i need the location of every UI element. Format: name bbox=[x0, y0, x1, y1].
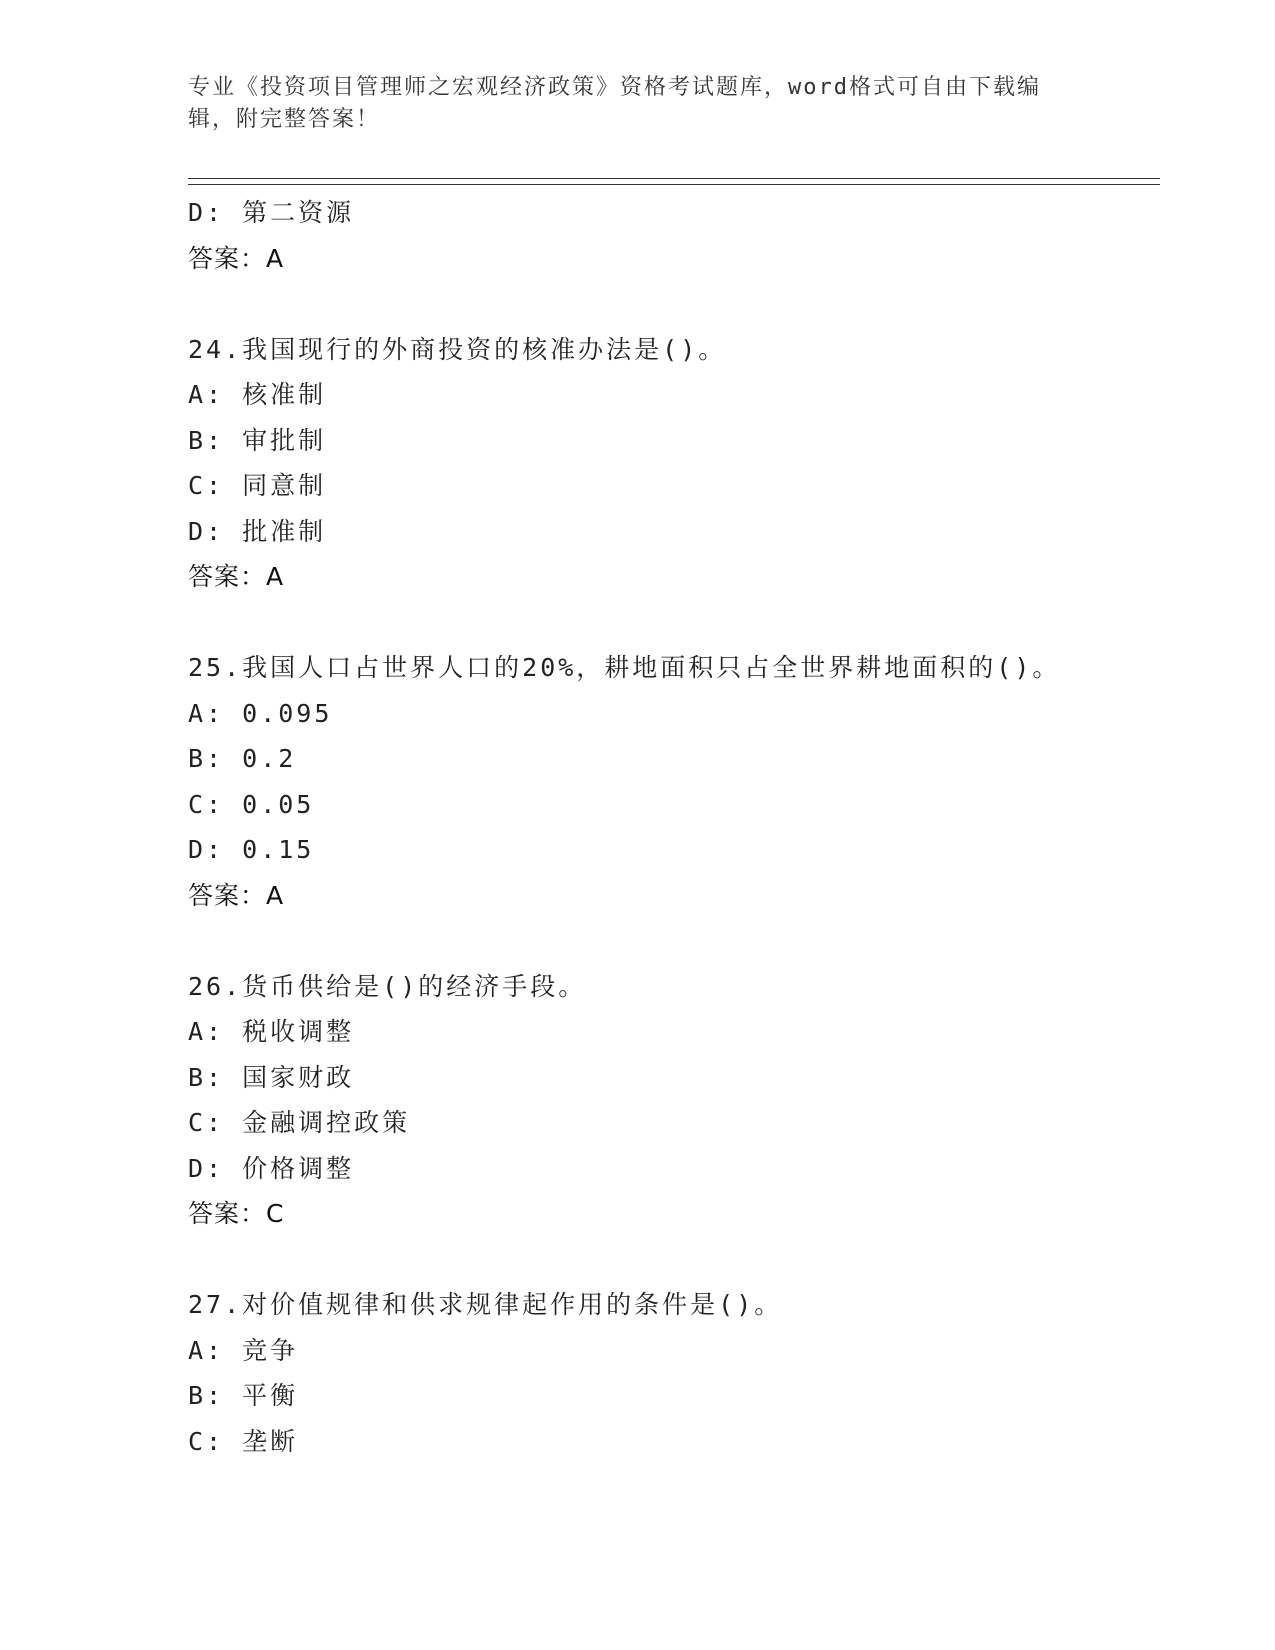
question-stem: 24.我国现行的外商投资的核准办法是()。 bbox=[188, 334, 727, 364]
option-a: A: 税收调整 bbox=[188, 1017, 355, 1046]
option-c: C: 金融调控政策 bbox=[188, 1108, 411, 1137]
option-d: D: 0.15 bbox=[188, 835, 315, 864]
answer: 答案：C bbox=[188, 1199, 285, 1228]
option-d: D: 批准制 bbox=[188, 516, 327, 546]
option-b: B: 国家财政 bbox=[188, 1062, 355, 1092]
page-header: 专业《投资项目管理师之宏观经济政策》资格考试题库，word格式可自由下载编辑，附完整答案！ bbox=[188, 75, 1041, 132]
question-stem: 25.我国人口占世界人口的20%，耕地面积只占全世界耕地面积的()。 bbox=[188, 653, 1061, 682]
option-d: D: 第二资源 bbox=[188, 198, 355, 227]
question-stem: 26.货币供给是()的经济手段。 bbox=[188, 971, 587, 1001]
header-divider bbox=[188, 178, 1160, 185]
question-list bbox=[188, 190, 1148, 1464]
question-stem: 27.对价值规律和供求规律起作用的条件是()。 bbox=[188, 1290, 783, 1319]
option-c: C: 垄断 bbox=[188, 1426, 299, 1456]
answer: 答案：A bbox=[188, 880, 285, 910]
option-a: A: 0.095 bbox=[188, 698, 333, 728]
option-c: C: 0.05 bbox=[188, 789, 315, 819]
spacer bbox=[188, 918, 1148, 964]
spacer bbox=[188, 281, 1148, 327]
option-b: B: 0.2 bbox=[188, 744, 297, 773]
option-a: A: 竞争 bbox=[188, 1335, 299, 1365]
answer: 答案：A bbox=[188, 243, 285, 273]
spacer bbox=[188, 1237, 1148, 1283]
option-c: C: 同意制 bbox=[188, 471, 327, 500]
answer: 答案：A bbox=[188, 562, 285, 591]
spacer bbox=[188, 600, 1148, 646]
option-d: D: 价格调整 bbox=[188, 1153, 355, 1183]
option-a: A: 核准制 bbox=[188, 380, 327, 409]
option-b: B: 审批制 bbox=[188, 425, 327, 455]
option-b: B: 平衡 bbox=[188, 1381, 299, 1410]
